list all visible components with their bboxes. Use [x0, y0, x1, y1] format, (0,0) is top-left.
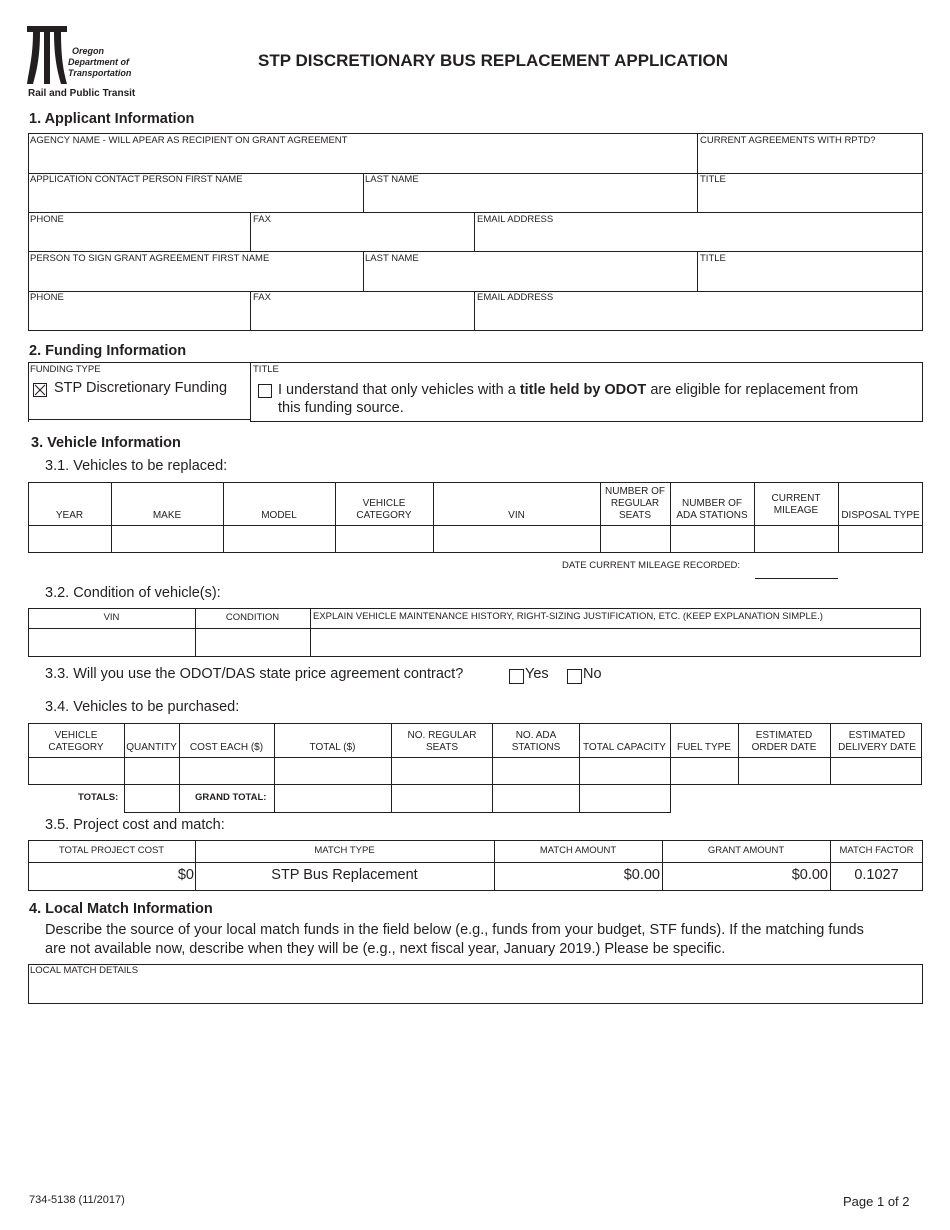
- logo-line-3: Transportation: [68, 68, 132, 78]
- signer-last-name-input[interactable]: [366, 270, 694, 288]
- current-agreements-input[interactable]: [700, 152, 918, 170]
- local-match-details-input[interactable]: [31, 980, 919, 1000]
- price-agreement-yes-checkbox[interactable]: [509, 669, 524, 684]
- form-number: 734-5138 (11/2017): [29, 1194, 125, 1206]
- price-agreement-no-checkbox[interactable]: [567, 669, 582, 684]
- current-agreements-label: CURRENT AGREEMENTS WITH RPTD?: [700, 135, 876, 146]
- title-text-post: are eligible for replacement from: [646, 382, 859, 398]
- section-local-match-heading: 4. Local Match Information: [29, 901, 213, 917]
- contact-last-name-label: LAST NAME: [365, 174, 419, 185]
- title-text-line2: this funding source.: [278, 400, 404, 416]
- funding-type-label: FUNDING TYPE: [30, 364, 101, 375]
- match-type-value: STP Bus Replacement: [271, 867, 418, 883]
- signer-email-input[interactable]: [477, 309, 917, 327]
- page-title: STP DISCRETIONARY BUS REPLACEMENT APPLICATION: [258, 51, 729, 70]
- agency-name-label: AGENCY NAME - WILL APEAR AS RECIPIENT ON GRANT AGREEMENT: [30, 135, 348, 146]
- purchase-delivery-date-input[interactable]: [833, 761, 919, 781]
- logo-line-2: Department of: [68, 57, 130, 67]
- condition-explain-input[interactable]: [313, 632, 917, 653]
- division-label: Rail and Public Transit: [28, 88, 136, 99]
- signer-title-input[interactable]: [700, 270, 918, 288]
- contact-first-name-label: APPLICATION CONTACT PERSON FIRST NAME: [30, 174, 243, 185]
- logo-text: [68, 46, 131, 79]
- replace-col-regular-seats: NUMBER OF REGULAR SEATS: [605, 486, 665, 521]
- funding-type-value: STP Discretionary Funding: [54, 380, 228, 396]
- contact-phone-label: PHONE: [30, 214, 64, 225]
- replace-col-year: YEAR: [55, 510, 84, 521]
- contact-email-label: EMAIL ADDRESS: [477, 214, 554, 225]
- date-mileage-input[interactable]: [755, 562, 838, 579]
- purchase-seats-input[interactable]: [394, 761, 489, 781]
- purchase-col-regular-seats: NO. REGULAR SEATS: [407, 730, 477, 753]
- purchase-ada-input[interactable]: [495, 761, 576, 781]
- totals-quantity-input[interactable]: [127, 789, 176, 809]
- replace-make-input[interactable]: [114, 529, 220, 549]
- replace-col-category: VEHICLE CATEGORY: [356, 498, 412, 521]
- page-number: Page 1 of 2: [843, 1194, 910, 1209]
- totals-ada-input[interactable]: [495, 789, 576, 809]
- date-mileage-label: DATE CURRENT MILEAGE RECORDED:: [562, 560, 741, 571]
- replace-category-input[interactable]: [338, 529, 430, 549]
- logo-line-1: Oregon: [72, 46, 105, 56]
- price-agreement-yes-label: Yes: [525, 666, 549, 682]
- odot-logo-icon: [27, 26, 67, 88]
- signer-first-name-label: PERSON TO SIGN GRANT AGREEMENT FIRST NAME: [30, 253, 270, 264]
- replace-model-input[interactable]: [226, 529, 332, 549]
- cost-col-grant-amount: GRANT AMOUNT: [707, 845, 785, 856]
- match-factor-value: 0.1027: [854, 867, 899, 883]
- subsection-3-3: 3.3. Will you use the ODOT/DAS state price agreement contract?: [45, 666, 464, 682]
- contact-first-name-input[interactable]: [31, 191, 359, 209]
- title-acknowledge-checkbox[interactable]: [258, 384, 272, 398]
- cost-col-total: TOTAL PROJECT COST: [58, 845, 165, 856]
- replace-col-disposal: DISPOSAL TYPE: [841, 510, 920, 521]
- purchase-col-total: TOTAL ($): [309, 742, 356, 753]
- purchase-col-ada-stations: NO. ADA STATIONS: [511, 730, 561, 753]
- title-label: TITLE: [253, 364, 279, 375]
- purchase-capacity-input[interactable]: [582, 761, 667, 781]
- contact-title-label: TITLE: [700, 174, 726, 185]
- purchase-col-order-date: ESTIMATED ORDER DATE: [751, 730, 817, 753]
- signer-phone-input[interactable]: [31, 309, 246, 327]
- funding-type-checkbox[interactable]: [33, 383, 47, 397]
- grand-total-label: GRAND TOTAL:: [195, 792, 267, 803]
- local-match-description-2: are not available now, describe when they will be (e.g., next fiscal year, January 2019.) Please be specific.: [45, 941, 726, 957]
- purchase-col-delivery-date: ESTIMATED DELIVERY DATE: [838, 730, 916, 753]
- replace-mileage-input[interactable]: [757, 529, 835, 549]
- contact-fax-input[interactable]: [253, 230, 471, 248]
- signer-last-name-label: LAST NAME: [365, 253, 419, 264]
- contact-title-input[interactable]: [700, 191, 918, 209]
- contact-phone-input[interactable]: [31, 230, 246, 248]
- purchase-col-quantity: QUANTITY: [126, 742, 177, 753]
- subsection-3-2: 3.2. Condition of vehicle(s):: [45, 585, 221, 601]
- section-vehicle-heading: 3. Vehicle Information: [31, 435, 181, 451]
- purchase-fuel-input[interactable]: [673, 761, 735, 781]
- section-applicant-heading: 1. Applicant Information: [29, 111, 195, 127]
- cost-col-match-type: MATCH TYPE: [314, 845, 375, 856]
- totals-seats-input[interactable]: [394, 789, 489, 809]
- signer-phone-label: PHONE: [30, 292, 64, 303]
- signer-fax-label: FAX: [253, 292, 271, 303]
- totals-label: TOTALS:: [78, 792, 119, 803]
- section-funding-heading: 2. Funding Information: [29, 343, 187, 359]
- agency-name-input[interactable]: [31, 152, 691, 170]
- subsection-3-5: 3.5. Project cost and match:: [45, 817, 225, 833]
- contact-fax-label: FAX: [253, 214, 271, 225]
- replace-ada-input[interactable]: [673, 529, 751, 549]
- signer-email-label: EMAIL ADDRESS: [477, 292, 554, 303]
- replace-col-vin: VIN: [508, 510, 525, 521]
- purchase-cost-each-input[interactable]: [182, 761, 271, 781]
- purchase-order-date-input[interactable]: [741, 761, 827, 781]
- local-match-description-1: Describe the source of your local match funds in the field below (e.g., funds from your budget, STF funds). If the matching funds: [45, 922, 864, 938]
- contact-last-name-input[interactable]: [366, 191, 694, 209]
- purchase-col-total-capacity: TOTAL CAPACITY: [583, 742, 666, 753]
- replace-col-mileage: CURRENT MILEAGE: [771, 493, 821, 516]
- signer-first-name-input[interactable]: [31, 270, 359, 288]
- checkbox-x-icon: [34, 384, 46, 396]
- replace-disposal-input[interactable]: [841, 529, 920, 549]
- replace-vin-input[interactable]: [436, 529, 597, 549]
- cost-col-match-amount: MATCH AMOUNT: [539, 845, 617, 856]
- local-match-details-label: LOCAL MATCH DETAILS: [30, 965, 139, 976]
- condition-col-vin: VIN: [103, 612, 120, 623]
- totals-capacity-input[interactable]: [582, 789, 667, 809]
- purchase-col-category: VEHICLE CATEGORY: [48, 730, 104, 753]
- purchase-category-input[interactable]: [31, 761, 121, 781]
- contact-email-input[interactable]: [477, 230, 917, 248]
- replace-seats-input[interactable]: [603, 529, 667, 549]
- condition-vin-input[interactable]: [31, 632, 191, 653]
- match-amount-value: $0.00: [623, 867, 660, 883]
- replace-col-model: MODEL: [261, 510, 297, 521]
- total-project-cost-value[interactable]: $0: [177, 867, 194, 883]
- condition-col-explain: EXPLAIN VEHICLE MAINTENANCE HISTORY, RIGHT-SIZING JUSTIFICATION, ETC. (KEEP EXPLANATION SIMPLE.): [313, 611, 823, 622]
- subsection-3-1: 3.1. Vehicles to be replaced:: [45, 458, 228, 474]
- price-agreement-no-label: No: [583, 666, 602, 682]
- condition-col-condition: CONDITION: [225, 612, 280, 623]
- purchase-col-cost-each: COST EACH ($): [189, 742, 264, 753]
- title-text-pre: I understand that only vehicles with a: [278, 382, 520, 398]
- signer-fax-input[interactable]: [253, 309, 471, 327]
- purchase-total-input[interactable]: [277, 761, 388, 781]
- grant-amount-value: $0.00: [791, 867, 828, 883]
- signer-title-label: TITLE: [700, 253, 726, 264]
- title-text-bold: title held by ODOT: [519, 382, 647, 398]
- condition-input[interactable]: [198, 632, 306, 653]
- purchase-col-fuel-type: FUEL TYPE: [677, 742, 731, 753]
- grand-total-input[interactable]: [277, 789, 388, 809]
- title-acknowledge-text: [278, 381, 858, 417]
- cost-col-match-factor: MATCH FACTOR: [839, 845, 914, 856]
- replace-col-ada-stations: NUMBER OF ADA STATIONS: [676, 498, 748, 521]
- replace-year-input[interactable]: [31, 529, 109, 549]
- subsection-3-4: 3.4. Vehicles to be purchased:: [45, 699, 240, 715]
- replace-col-make: MAKE: [152, 510, 182, 521]
- purchase-quantity-input[interactable]: [127, 761, 176, 781]
